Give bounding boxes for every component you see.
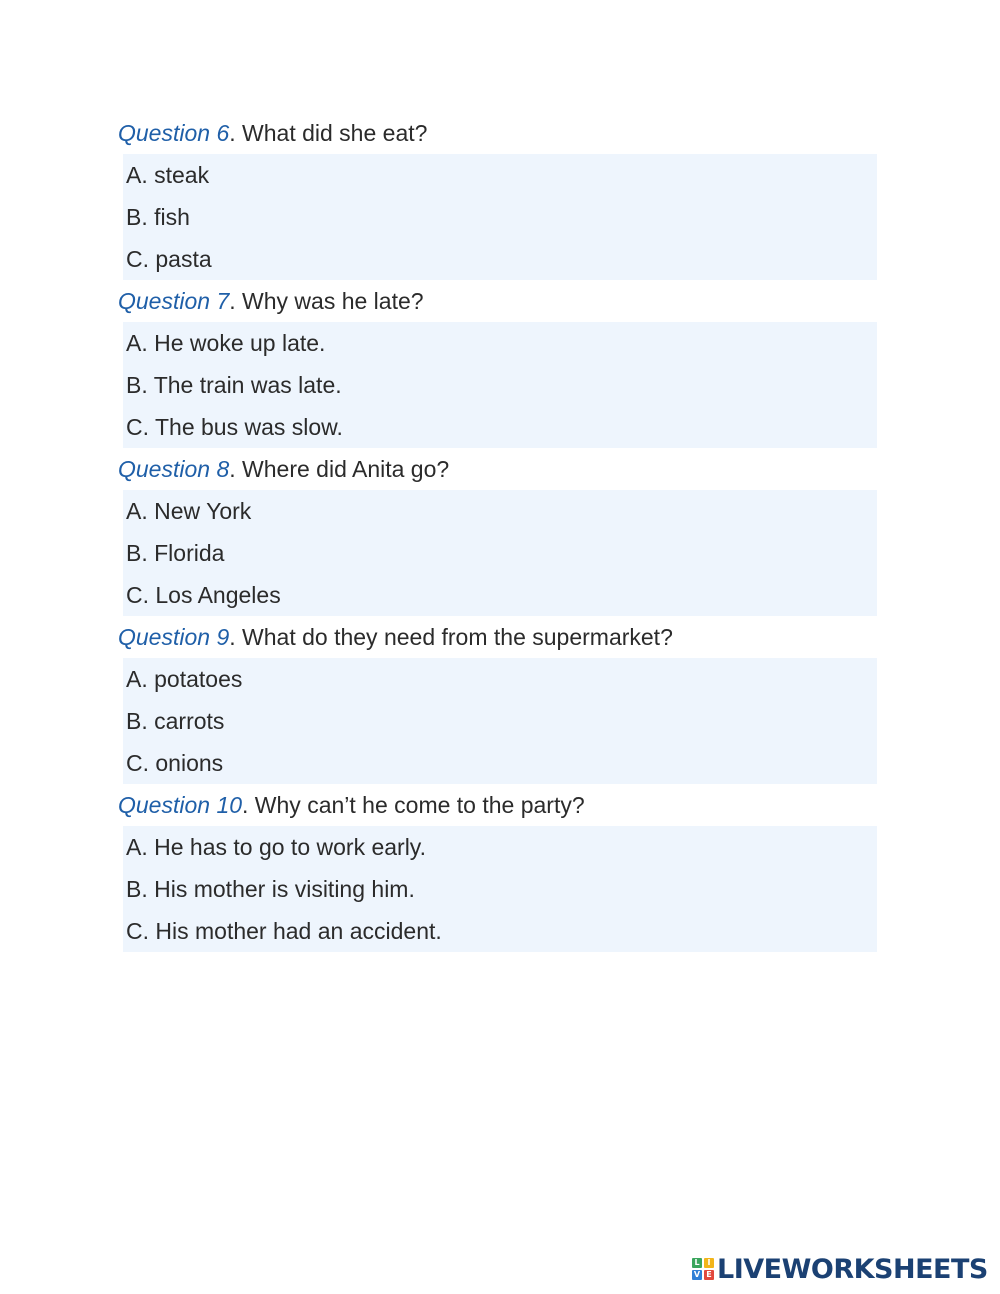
logo-cell-l: L bbox=[692, 1258, 702, 1268]
question-10-text: . Why can’t he come to the party? bbox=[242, 792, 585, 818]
option-8b[interactable]: B. Florida bbox=[126, 540, 225, 566]
option-8a[interactable]: A. New York bbox=[126, 498, 252, 524]
option-10b[interactable]: B. His mother is visiting him. bbox=[126, 876, 415, 902]
logo-icon bbox=[692, 1258, 714, 1280]
logo-cell-v: V bbox=[693, 1270, 701, 1279]
question-8-prompt bbox=[118, 448, 878, 490]
question-6-options bbox=[123, 154, 877, 280]
question-8-options bbox=[123, 490, 877, 616]
option-9c[interactable]: C. onions bbox=[126, 750, 224, 776]
question-8-label: Question 8 bbox=[118, 456, 230, 482]
question-7-options bbox=[123, 322, 877, 448]
option-9b[interactable]: B. carrots bbox=[126, 708, 225, 734]
question-9 bbox=[118, 616, 878, 784]
question-7-label: Question 7 bbox=[118, 288, 230, 314]
question-10-options bbox=[123, 826, 877, 952]
option-6b[interactable]: B. fish bbox=[126, 204, 190, 230]
question-6 bbox=[118, 112, 878, 280]
question-6-text: . What did she eat? bbox=[229, 120, 428, 146]
worksheet bbox=[118, 112, 878, 952]
question-6-label: Question 6 bbox=[118, 120, 230, 146]
question-10 bbox=[118, 784, 878, 952]
option-10c[interactable]: C. His mother had an accident. bbox=[126, 918, 442, 944]
question-10-label: Question 10 bbox=[118, 792, 243, 818]
question-6-prompt bbox=[118, 112, 878, 154]
option-9a[interactable]: A. potatoes bbox=[126, 666, 243, 692]
question-8 bbox=[118, 448, 878, 616]
question-7 bbox=[118, 280, 878, 448]
logo-cell-e: E bbox=[704, 1270, 714, 1280]
option-7a[interactable]: A. He woke up late. bbox=[126, 330, 326, 356]
question-7-prompt bbox=[118, 280, 878, 322]
option-6a[interactable]: A. steak bbox=[126, 162, 210, 188]
logo-cell-i: I bbox=[704, 1258, 714, 1268]
question-10-prompt bbox=[118, 784, 878, 826]
option-7c[interactable]: C. The bus was slow. bbox=[126, 414, 343, 440]
option-8c[interactable]: C. Los Angeles bbox=[126, 582, 281, 608]
option-7b[interactable]: B. The train was late. bbox=[126, 372, 342, 398]
question-9-options bbox=[123, 658, 877, 784]
option-10a[interactable]: A. He has to go to work early. bbox=[126, 834, 426, 860]
logo-wordmark: LIVEWORKSHEETS bbox=[717, 1253, 988, 1285]
question-9-text: . What do they need from the supermarket? bbox=[229, 624, 673, 650]
question-9-prompt bbox=[118, 616, 878, 658]
question-7-text: . Why was he late? bbox=[229, 288, 424, 314]
question-9-label: Question 9 bbox=[118, 624, 230, 650]
question-8-text: . Where did Anita go? bbox=[229, 456, 450, 482]
liveworksheets-logo bbox=[692, 1254, 988, 1284]
option-6c[interactable]: C. pasta bbox=[126, 246, 212, 272]
